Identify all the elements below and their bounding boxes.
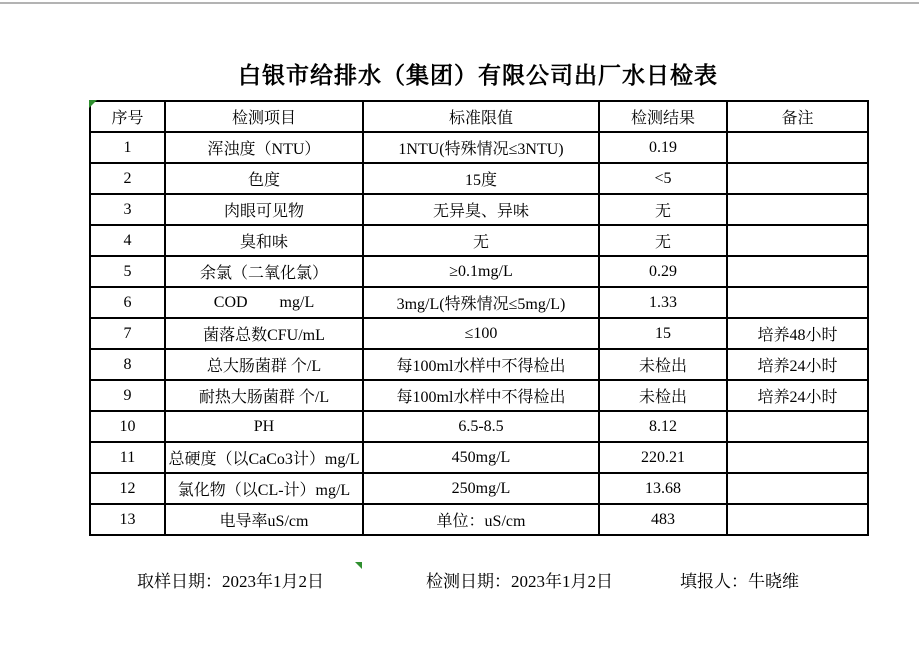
cell-index: 11 [90, 442, 165, 473]
sampling-date-label: 取样日期：2023年1月2日 [137, 572, 324, 591]
table-row [90, 504, 868, 535]
cell-remark: 培养24小时 [727, 380, 868, 411]
table-row [90, 473, 868, 504]
cell-limit: 450mg/L [363, 442, 599, 473]
cell-index: 9 [90, 380, 165, 411]
cell-remark: 培养24小时 [727, 349, 868, 380]
table-row [90, 349, 868, 380]
cell-result: 15 [599, 318, 727, 349]
cell-result: 13.68 [599, 473, 727, 504]
cell-index: 4 [90, 225, 165, 256]
cell-limit: 每100ml水样中不得检出 [363, 380, 599, 411]
cell-item: 色度 [165, 163, 363, 194]
table-row [90, 287, 868, 318]
cell-remark [727, 411, 868, 442]
table-row [90, 318, 868, 349]
cell-limit: 3mg/L(特殊情况≤5mg/L) [363, 287, 599, 318]
cell-item: 氯化物（以CL-计）mg/L [165, 473, 363, 504]
cell-item: 菌落总数CFU/mL [165, 318, 363, 349]
cell-item: 总大肠菌群 个/L [165, 349, 363, 380]
cell-index: 8 [90, 349, 165, 380]
cell-index: 13 [90, 504, 165, 535]
table-row [90, 194, 868, 225]
cell-result: <5 [599, 163, 727, 194]
table-row [90, 256, 868, 287]
col-header-limit: 标准限值 [363, 101, 599, 132]
cell-result: 无 [599, 194, 727, 225]
cell-limit: ≥0.1mg/L [363, 256, 599, 287]
cell-index: 1 [90, 132, 165, 163]
cell-remark [727, 473, 868, 504]
cell-limit: ≤100 [363, 318, 599, 349]
reporter-label: 填报人：牛晓维 [680, 572, 799, 591]
cell-result: 483 [599, 504, 727, 535]
cell-limit: 无异臭、异味 [363, 194, 599, 225]
cell-result: 1.33 [599, 287, 727, 318]
cell-item: 电导率uS/cm [165, 504, 363, 535]
cell-result: 未检出 [599, 349, 727, 380]
cell-remark [727, 225, 868, 256]
cell-item: 总硬度（以CaCo3计）mg/L [165, 442, 363, 473]
col-header-index: 序号 [90, 101, 165, 132]
table-header-row [90, 101, 868, 132]
cell-remark [727, 256, 868, 287]
cell-limit: 每100ml水样中不得检出 [363, 349, 599, 380]
cell-limit: 15度 [363, 163, 599, 194]
cell-limit: 250mg/L [363, 473, 599, 504]
page-top-divider [0, 2, 919, 4]
cell-item: 肉眼可见物 [165, 194, 363, 225]
cell-result: 0.29 [599, 256, 727, 287]
cell-result: 220.21 [599, 442, 727, 473]
cell-result: 0.19 [599, 132, 727, 163]
col-header-remark: 备注 [727, 101, 868, 132]
cell-limit: 单位：uS/cm [363, 504, 599, 535]
table-row [90, 380, 868, 411]
cell-result: 8.12 [599, 411, 727, 442]
cell-item: COD mg/L [165, 287, 363, 318]
cell-limit: 1NTU(特殊情况≤3NTU) [363, 132, 599, 163]
cell-limit: 无 [363, 225, 599, 256]
cell-item: 臭和味 [165, 225, 363, 256]
table-row [90, 163, 868, 194]
table-row [90, 225, 868, 256]
cell-remark [727, 194, 868, 225]
cell-result: 未检出 [599, 380, 727, 411]
cell-remark [727, 132, 868, 163]
cell-item: PH [165, 411, 363, 442]
cell-remark [727, 287, 868, 318]
inspection-table [89, 100, 869, 536]
table-row [90, 442, 868, 473]
cell-item: 耐热大肠菌群 个/L [165, 380, 363, 411]
cell-item: 浑浊度（NTU） [165, 132, 363, 163]
table-row [90, 411, 868, 442]
cell-remark [727, 504, 868, 535]
green-corner-marker-icon [89, 100, 97, 108]
cell-index: 7 [90, 318, 165, 349]
cell-index: 2 [90, 163, 165, 194]
cell-remark [727, 442, 868, 473]
footer [0, 567, 919, 591]
cell-index: 5 [90, 256, 165, 287]
cell-index: 6 [90, 287, 165, 318]
cell-limit: 6.5-8.5 [363, 411, 599, 442]
cell-item: 余氯（二氧化氯） [165, 256, 363, 287]
cell-result: 无 [599, 225, 727, 256]
table-row [90, 132, 868, 163]
cell-index: 12 [90, 473, 165, 504]
page-title: 白银市给排水（集团）有限公司出厂水日检表 [238, 63, 718, 88]
cell-remark [727, 163, 868, 194]
cell-remark: 培养48小时 [727, 318, 868, 349]
cell-index: 10 [90, 411, 165, 442]
col-header-result: 检测结果 [599, 101, 727, 132]
col-header-item: 检测项目 [165, 101, 363, 132]
test-date-label: 检测日期：2023年1月2日 [426, 572, 613, 591]
cell-index: 3 [90, 194, 165, 225]
